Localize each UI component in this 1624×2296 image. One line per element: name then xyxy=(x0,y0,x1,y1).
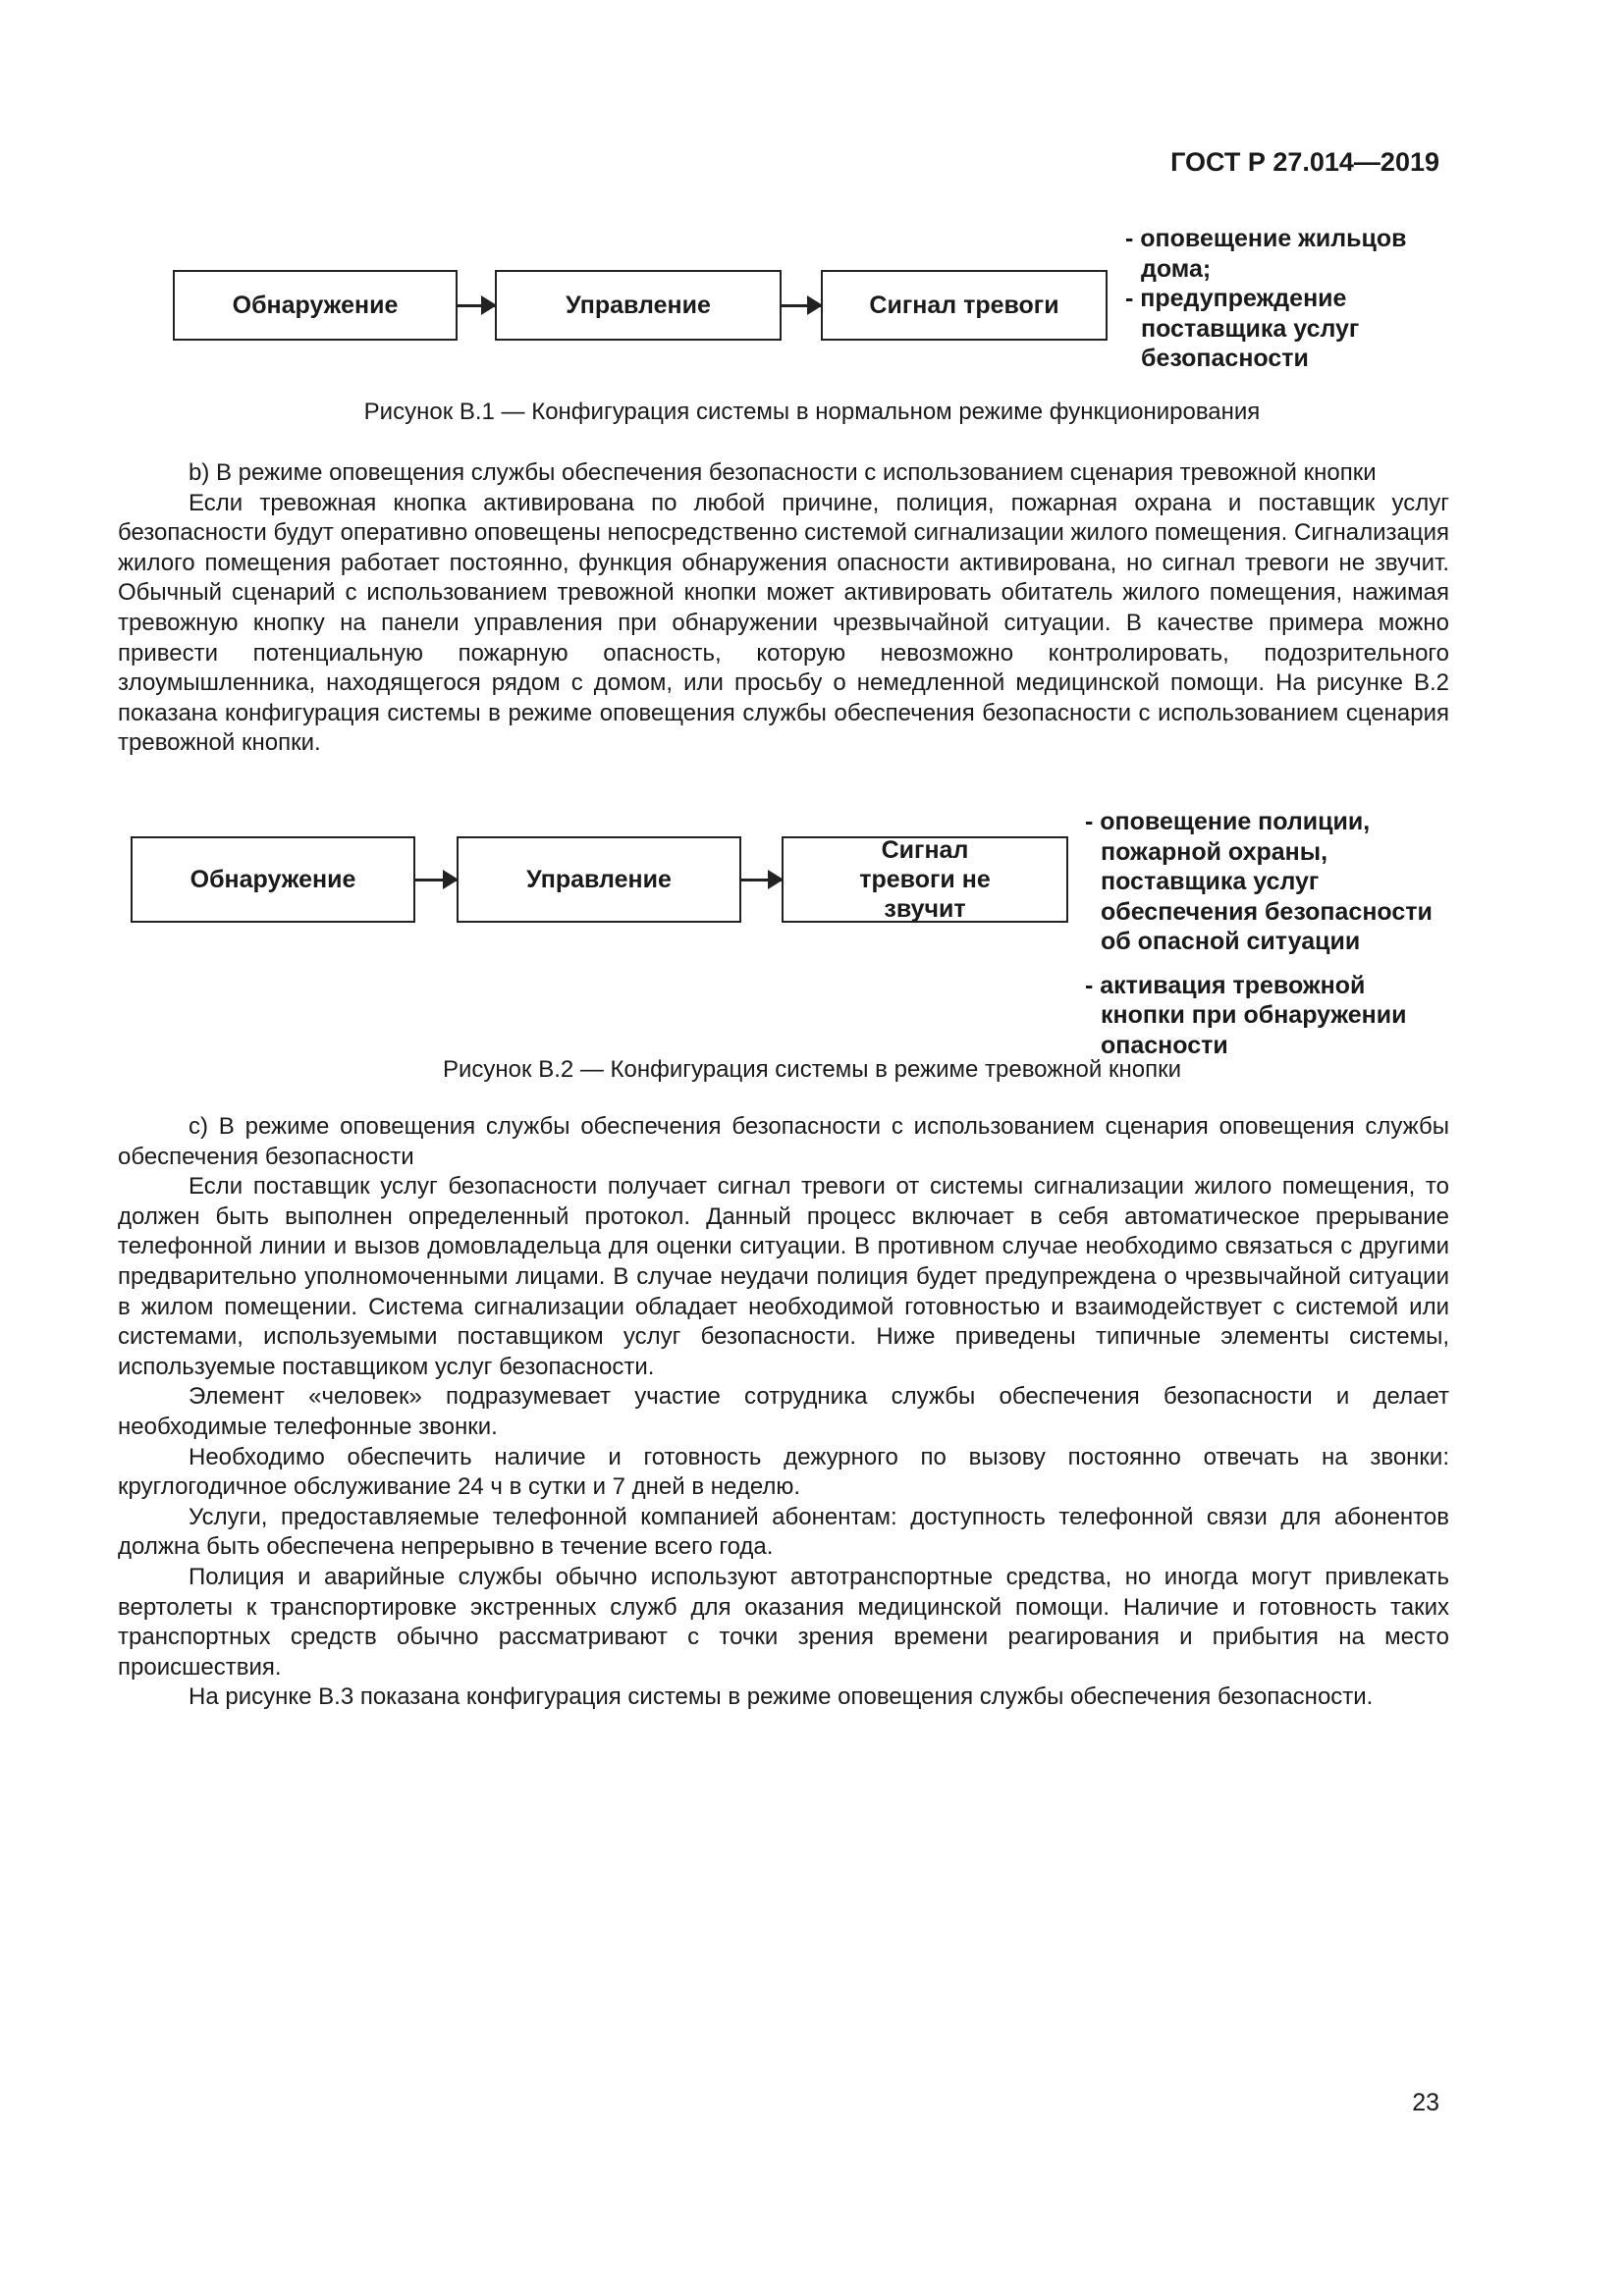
box-detection-1: Обнаружение xyxy=(173,270,458,341)
section-b xyxy=(118,458,1449,759)
section-c-paragraph-1: Если поставщик услуг безопасности получает сигнал тревоги от системы сигнализации жилого помещения, то должен быть выполнен определенный протокол. Данный процесс включает в себя автоматическое прерывание телефонной линии и вызов домовладельца для оценки ситуации. В противном случае необходимо связаться с другими предварительно уполномоченными лицами. В случае неудачи полиция будет предупреждена о чрезвычайной ситуации в жилом помещении. Система сигнализации обладает необходимой готовностью и взаимодействует с системой или системами, используемыми поставщиком услуг безопасности. Ниже приведены типичные элементы системы, используемые поставщиком услуг безопасности. xyxy=(118,1173,1449,1380)
box-detection-2: Обнаружение xyxy=(131,836,415,923)
figure2-note-2: - активация тревожной кнопки при обнаружении опасности xyxy=(1085,971,1407,1059)
figure1-note-1: - оповещение жильцов дома; xyxy=(1125,225,1407,283)
figure2-notes xyxy=(1085,807,1438,1060)
figure2-note-1: - оповещение полиции, пожарной охраны, поставщика услуг обеспечения безопасности об опасной ситуации xyxy=(1085,808,1433,955)
section-c-paragraph-6: На рисунке В.3 показана конфигурация системы в режиме оповещения службы обеспечения безопасности. xyxy=(189,1683,1374,1711)
section-c-paragraph-2: Элемент «человек» подразумевает участие сотрудника службы обеспечения безопасности и делает необходимые телефонные звонки. xyxy=(118,1383,1449,1440)
figure1-note-2: - предупреждение поставщика услуг безопасности xyxy=(1125,285,1360,372)
figure1-notes xyxy=(1125,224,1420,374)
box-control-2: Управление xyxy=(457,836,741,923)
standard-code: ГОСТ Р 27.014—2019 xyxy=(1170,147,1439,177)
section-c-paragraph-5: Полиция и аварийные службы обычно используют автотранспортные средства, но иногда могут привлекать вертолеты к транспортировке экстренных служб для оказания медицинской помощи. Наличие и готовность таких транспортных средств обычно рассматривают с точки зрения времени реагирования и прибытия на место происшествия. xyxy=(118,1563,1449,1681)
arrow-1a xyxy=(458,304,495,307)
arrow-2b xyxy=(741,879,782,881)
figure2-caption: Рисунок В.2 — Конфигурация системы в режиме тревожной кнопки xyxy=(443,1056,1181,1083)
section-b-paragraph: Если тревожная кнопка активирована по любой причине, полиция, пожарная охрана и поставщик услуг безопасности будут оперативно оповещены непосредственно системой сигнализации жилого помещения. Сигнализация жилого помещения работает постоянно, функция обнаружения опасности активирована, но сигнал тревоги не звучит. Обычный сценарий с использованием тревожной кнопки может активировать обитатель жилого помещения, нажимая тревожную кнопку на панели управления при обнаружении чрезвычайной ситуации. В качестве примера можно привести потенциальную пожарную опасность, которую невозможно контролировать, подозрительного злоумышленника, находящегося рядом с домом, или просьбу о немедленной медицинской помощи. На рисунке В.2 показана конфигурация системы в режиме оповещения службы обеспечения безопасности с использованием сценария тревожной кнопки. xyxy=(118,489,1449,757)
box-control-1: Управление xyxy=(495,270,782,341)
section-c-paragraph-4: Услуги, предоставляемые телефонной компанией абонентам: доступность телефонной связи для абонентов должна быть обеспечена непрерывно в течение всего года. xyxy=(118,1503,1449,1561)
section-c-heading: с) В режиме оповещения службы обеспечения безопасности с использованием сценария оповещения службы обеспечения безопасности xyxy=(118,1113,1449,1170)
page-number: 23 xyxy=(1412,2089,1439,2116)
arrow-1b xyxy=(782,304,821,307)
section-c-paragraph-3: Необходимо обеспечить наличие и готовность дежурного по вызову постоянно отвечать на звонки: круглогодичное обслуживание 24 ч в сутки и 7 дней в неделю. xyxy=(118,1443,1449,1501)
section-c xyxy=(118,1112,1449,1713)
section-b-heading: b) В режиме оповещения службы обеспечения безопасности с использованием сценария тревожной кнопки xyxy=(189,459,1377,486)
arrow-2a xyxy=(415,879,457,881)
box-alarm-1: Сигнал тревоги xyxy=(821,270,1108,341)
figure1-caption: Рисунок В.1 — Конфигурация системы в нормальном режиме функционирования xyxy=(363,399,1261,425)
box-alarm-silent-2: Сигнал тревоги не звучит xyxy=(782,836,1068,923)
